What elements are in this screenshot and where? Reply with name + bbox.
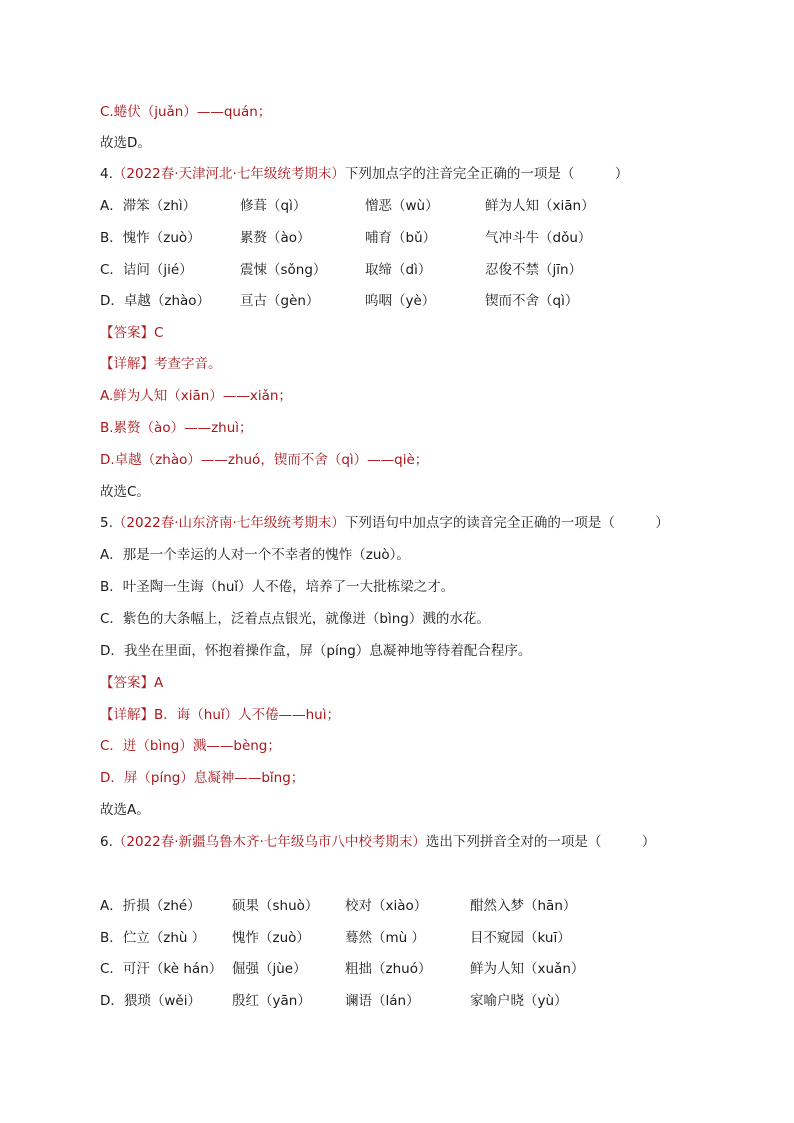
q6-option-a-item: 校对（xiào） [345, 898, 428, 914]
q4-option-d-item: 亘古（gèn） [240, 293, 320, 309]
q5-option-c: C．紫色的大条幅上，泛着点点银光，就像迸（bìng）溅的水花。 [100, 611, 490, 627]
q4-option-a-item: A．滞笨（zhì） [100, 198, 197, 214]
q4-explanation-line: A.鲜为人知（xiān）——xiǎn； [100, 388, 292, 404]
q4-option-d-item: D．卓越（zhào） [100, 293, 211, 309]
q6-option-d-item: 家喻户晓（yù） [470, 993, 568, 1009]
q6-option-c-item: 粗拙（zhuó） [345, 961, 432, 977]
q4-option-a-item: 修葺（qì） [240, 198, 307, 214]
q5-explanation [100, 705, 340, 725]
q6-stem [100, 832, 655, 852]
q4-option-b-item: 气冲斗牛（dǒu） [485, 230, 592, 246]
q6-option-b-item: 愧怍（zuò） [232, 930, 310, 946]
q5-option-a: A．那是一个幸运的人对一个不幸者的愧怍（zuò）。 [100, 547, 410, 563]
explanation-label: 【详解】 [100, 356, 154, 372]
q4-explanation [100, 354, 222, 374]
q6-option-c-item: 倔强（jùe） [232, 961, 307, 977]
q4-option-c-item: 忍俊不禁（jīn） [485, 262, 583, 278]
q4-option-b-item: 累赘（ào） [240, 230, 311, 246]
q4-option-c-item: 震悚（sǒng） [240, 262, 327, 278]
answer-label: 【答案】 [100, 325, 154, 341]
q4-option-c-item: 取缔（dì） [365, 262, 432, 278]
q6-option-b-item: 目不窥园（kuī） [470, 930, 571, 946]
q4-option-d-item: 锲而不舍（qì） [485, 293, 579, 309]
q4-option-c-item: C．诘问（jié） [100, 262, 193, 278]
q6-question: 选出下列拼音全对的一项是（ ） [425, 834, 656, 850]
q4-explanation-line: D.卓越（zhào）——zhuó，锲而不舍（qì）——qiè； [100, 452, 429, 468]
explanation-text: B．诲（huǐ）人不倦——huì； [154, 707, 340, 723]
q6-option-b-item: 蓦然（mù ） [345, 930, 425, 946]
q4-question: 下列加点字的注音完全正确的一项是（ ） [344, 166, 629, 182]
q4-option-b-item: B．愧怍（zuò） [100, 230, 201, 246]
q5-conclusion: 故选A。 [100, 802, 150, 818]
q4-option-d-item: 呜咽（yè） [365, 293, 436, 309]
q5-option-b: B．叶圣陶一生诲（huǐ）人不倦，培养了一大批栋梁之才。 [100, 579, 455, 595]
q6-source: （2022春·新疆乌鲁木齐·七年级乌市八中校考期末） [112, 834, 426, 850]
q5-option-d: D．我坐在里面，怀抱着操作盒，屏（píng）息凝神地等待着配合程序。 [100, 643, 532, 659]
q4-option-b-item: 哺育（bǔ） [365, 230, 437, 246]
q4-explanation-line: B.累赘（ào）——zhuì； [100, 420, 253, 436]
answer-value: C [154, 325, 164, 341]
q6-option-c-item: 鲜为人知（xuǎn） [470, 961, 585, 977]
q6-option-a-item: A．折损（zhé） [100, 898, 201, 914]
q5-source: （2022春·山东济南·七年级统考期末） [112, 515, 345, 531]
q6-option-c-item: C．可汗（kè hán） [100, 961, 223, 977]
q3-conclusion: 故选D。 [100, 135, 151, 151]
explanation-label: 【详解】 [100, 707, 154, 723]
q4-conclusion: 故选C。 [100, 484, 150, 500]
q6-number: 6. [100, 834, 113, 850]
q5-question: 下列语句中加点字的读音完全正确的一项是（ ） [344, 515, 669, 531]
answer-value: A [154, 675, 164, 691]
answer-label: 【答案】 [100, 675, 154, 691]
q4-answer [100, 323, 163, 343]
q5-explanation-line: C．迸（bìng）溅——bèng； [100, 738, 281, 754]
q5-stem [100, 513, 669, 533]
q5-answer [100, 673, 163, 693]
q4-option-a-item: 憎恶（wù） [365, 198, 439, 214]
q6-option-a-item: 酣然入梦（hān） [470, 898, 577, 914]
q5-number: 5. [100, 515, 113, 531]
q6-option-d-item: 殷红（yān） [232, 993, 311, 1009]
q4-option-a-item: 鲜为人知（xiān） [485, 198, 595, 214]
q6-option-b-item: B．伫立（zhù ） [100, 930, 206, 946]
q6-option-d-item: D．猥琐（wěi） [100, 993, 201, 1009]
q4-number: 4. [100, 166, 113, 182]
q6-option-d-item: 谰语（lán） [345, 993, 420, 1009]
q3-option-c-explanation: C.蜷伏（juǎn）——quán； [100, 104, 272, 120]
explanation-text: 考查字音。 [154, 356, 222, 372]
q5-explanation-line: D．屏（píng）息凝神——bǐng； [100, 770, 305, 786]
q4-stem [100, 164, 628, 184]
q6-option-a-item: 硕果（shuò） [232, 898, 319, 914]
q4-source: （2022春·天津河北·七年级统考期末） [112, 166, 345, 182]
